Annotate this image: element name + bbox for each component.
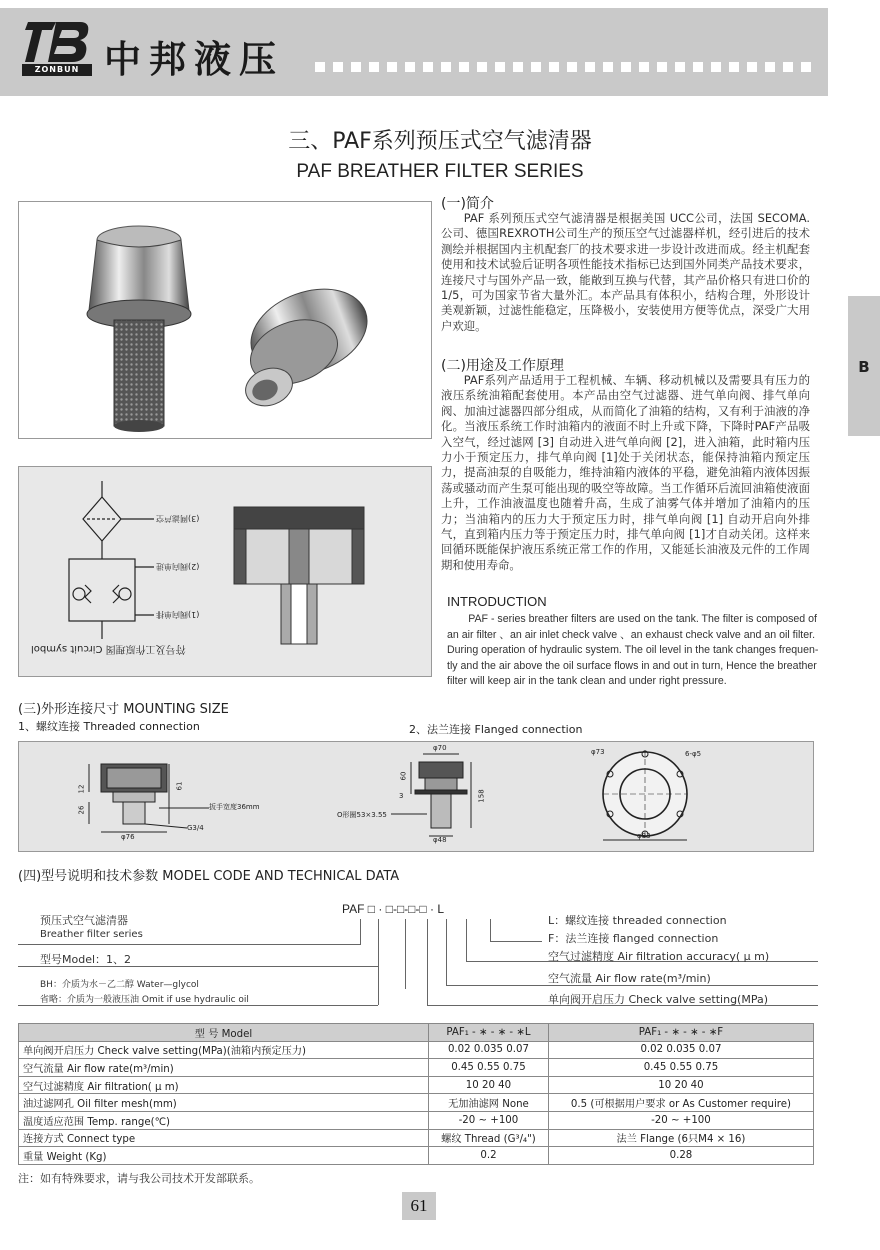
page-title-cn: 三、PAF系列预压式空气滤清器	[288, 129, 592, 154]
table-cell: -20 ~ +100	[429, 1111, 549, 1129]
mc-line	[18, 944, 360, 945]
table-cell-label: 油过滤网孔 Oil filter mesh(mm)	[19, 1094, 429, 1112]
table-row	[19, 1059, 814, 1077]
table-cell: 螺纹 Thread (G³/₄")	[429, 1129, 549, 1147]
introduction-line: filter will keep air in the tank clean and under right pressure.	[447, 675, 727, 688]
model-code-string: PAF □ · □-□-□-□ · L	[342, 902, 445, 916]
mounting-heading: (三)外形连接尺寸 MOUNTING SIZE	[18, 702, 229, 717]
table-header-row	[19, 1024, 814, 1042]
mc-label-flow: 空气流量 Air flow rate(m³/min)	[548, 972, 711, 985]
dim-6phi5: 6-φ5	[685, 750, 702, 758]
page-number: 61	[402, 1192, 436, 1220]
dim-g34: G3/4	[187, 824, 204, 832]
mc-label-threaded: L：螺纹连接 threaded connection	[548, 914, 727, 927]
table-cell: 0.02 0.035 0.07	[429, 1041, 549, 1059]
footnote: 注：如有特殊要求，请与我公司技术开发部联系。	[18, 1172, 260, 1185]
mc-vline	[446, 919, 447, 985]
table-cell: 0.45 0.55 0.75	[548, 1059, 813, 1077]
dim-3: 3	[399, 792, 404, 800]
table-cell-label: 单向阀开启压力 Check valve setting(MPa)(油箱内预定压力)	[19, 1041, 429, 1059]
table-row	[19, 1111, 814, 1129]
dim-phi83: φ83	[637, 832, 651, 840]
filter-photo-illustration	[19, 202, 431, 438]
table-cell: 10 20 40	[429, 1076, 549, 1094]
table-row	[19, 1076, 814, 1094]
diagram-label-3: (3)网滤芦空	[156, 514, 200, 523]
mc-line	[18, 1005, 378, 1006]
table-cell: 0.2	[429, 1147, 549, 1165]
brand-name: 中邦液压	[104, 38, 284, 81]
circuit-diagram	[18, 466, 432, 677]
usage-body-cn: PAF系列产品适用于工程机械、车辆、移动机械以及需要具有压力的液压系统油箱配套使用。本产品由空气过滤器、进气单向阀、排气单向阀、加油过滤器四部分组成，从而简化了油箱的结构，又有利于油液的净化。当液压系统工作时油箱内的液面不时上升或下降，下降时PAF产品吸入空气，经过滤网 [3] 自动进入进气单向阀 [2]，进入油箱，此时箱内压力小于预定压力，排气单向阀 [1]处于关闭状态，能保持油箱内预定压力，提高油泵的自吸能力，维持油箱内液体的平稳，避免油箱内液体因振荡或骚动而产生泵可能出现的吸空等故障。当工作循环后流回油箱使液面上升，工作油液温度也随着升高，生成了油雾气体并增加了油箱内的压力；当油箱内的压力大于预定压力时，排气单向阀 [1] 自动开启向外排气，直到箱内压力等于预定压力时，排气单向阀 [1]才自动关闭。这样来回循环既能保护液压系统正常工作的作用，又能延长油液及元件的工作周期和使用寿命。	[441, 373, 810, 572]
dim-phi48: φ48	[433, 836, 447, 844]
table-row	[19, 1147, 814, 1165]
dim-61: 61	[175, 781, 184, 791]
diagram-caption: 符号及工作原理图 Circuit symbol	[31, 643, 186, 654]
table-cell: 法兰 Flange (6只M4 × 16)	[548, 1129, 813, 1147]
introduction-line: tly and the air above the oil surface flows in and out in turn, Hence the breather	[447, 659, 817, 672]
dim-phi70: φ70	[433, 744, 447, 752]
mc-label-check-valve: 单向阀开启压力 Check valve setting(MPa)	[548, 993, 768, 1006]
mc-label-bh: BH：介质为水－乙二醇 Water—glycol	[40, 980, 199, 990]
mc-label-model: 型号Model：1、2	[40, 953, 132, 966]
dim-60: 60	[399, 771, 408, 781]
table-cell: 0.5 (可根据用户要求 or As Customer require)	[548, 1094, 813, 1112]
logo-wordmark: ZONBUN	[22, 64, 92, 76]
table-cell: 无加油滤网 None	[429, 1094, 549, 1112]
mc-line	[18, 966, 378, 967]
table-header-paf-l: PAF₁ - ∗ - ∗ - ∗L	[429, 1024, 549, 1042]
table-cell-label: 空气流量 Air flow rate(m³/min)	[19, 1059, 429, 1077]
dim-wrench: 扳手宽度36mm	[209, 803, 260, 811]
mc-label-filtration: 空气过滤精度 Air filtration accuracy( μ m)	[548, 950, 770, 963]
header-decor-dots	[315, 62, 811, 74]
mc-label-breather-en: Breather filter series	[40, 929, 143, 940]
flanged-connection-label: 2、法兰连接 Flanged connection	[409, 723, 583, 736]
table-cell: 0.28	[548, 1147, 813, 1165]
page-title-en: PAF BREATHER FILTER SERIES	[296, 161, 584, 182]
product-photo	[18, 201, 432, 439]
dim-oring: O形圈53×3.55	[337, 811, 387, 819]
table-row	[19, 1094, 814, 1112]
introduction-line: PAF - series breather filters are used on the tank. The filter is composed of	[468, 613, 817, 625]
table-cell: 0.45 0.55 0.75	[429, 1059, 549, 1077]
introduction-body	[447, 612, 819, 690]
table-cell: 0.02 0.035 0.07	[548, 1041, 813, 1059]
mc-vline	[466, 919, 467, 961]
introduction-line: an air filter 、an air inlet check valve 、an exhaust check valve and an oil filter.	[447, 628, 816, 641]
dim-12: 12	[77, 784, 86, 794]
table-cell: 10 20 40	[548, 1076, 813, 1094]
mc-vline	[360, 919, 361, 945]
diagram-label-2: (2)阀向单进	[156, 562, 200, 571]
table-row	[19, 1041, 814, 1059]
model-code-heading: (四)型号说明和技术参数 MODEL CODE AND TECHNICAL DATA	[18, 869, 400, 884]
dim-158: 158	[477, 789, 486, 803]
table-cell-label: 重量 Weight (Kg)	[19, 1147, 429, 1165]
table-header-model: 型 号 Model	[19, 1024, 429, 1042]
intro-heading-cn: (一)简介	[441, 196, 494, 212]
mc-line	[490, 941, 542, 942]
introduction-heading: INTRODUCTION	[447, 594, 547, 609]
intro-body-cn: PAF 系列预压式空气滤清器是根据美国 UCC公司，法国 SECOMA.公司、德国REXROTH公司生产的预压空气过滤器样机，经引进后的技术测绘并根据国内主机配套厂的技术要求进一步设计改进而成。经主机配套使用和技术试验后证明各项性能技术指标已达到国外同类产品技术要求，连接尺寸与国外产品一致，能敞到互换与代替，其产品价格只有进口价的1/5，可为国家节省大量外汇。本产品具有体积小，结构合理，外形设计美观新颖，过滤性能稳定，压降极小，安装使用方便等优点，深受广大用户欢迎。	[441, 211, 810, 333]
table-cell: -20 ~ +100	[548, 1111, 813, 1129]
side-tab-label: B	[858, 358, 870, 376]
mc-vline	[427, 919, 428, 1005]
usage-heading-cn: (二)用途及工作原理	[441, 358, 564, 374]
diagram-label-1: (1)阀向单排	[156, 610, 200, 619]
dim-26: 26	[77, 805, 86, 815]
mc-vline	[490, 919, 491, 941]
mc-label-breather-cn: 预压式空气滤清器	[40, 914, 128, 927]
spec-table	[18, 1023, 814, 1165]
mc-vline	[405, 919, 406, 989]
mounting-drawings-svg	[19, 742, 813, 851]
table-cell-label: 空气过滤精度 Air filtration( μ m)	[19, 1076, 429, 1094]
mc-label-flanged: F：法兰连接 flanged connection	[548, 932, 719, 945]
mc-vline	[378, 919, 379, 1005]
mc-label-omit: 省略：介质为一般液压油 Omit if use hydraulic oil	[40, 995, 249, 1005]
table-header-paf-f: PAF₁ - ∗ - ∗ - ∗F	[548, 1024, 813, 1042]
dim-phi76: φ76	[121, 833, 135, 841]
mounting-drawings	[18, 741, 814, 852]
table-cell-label: 连接方式 Connect type	[19, 1129, 429, 1147]
dim-phi73: φ73	[591, 748, 605, 756]
table-cell-label: 温度适应范围 Temp. range(℃)	[19, 1111, 429, 1129]
threaded-connection-label: 1、螺纹连接 Threaded connection	[18, 720, 200, 733]
introduction-line: During operation of hydraulic system. The oil level in the tank changes frequen-	[447, 644, 819, 657]
table-row	[19, 1129, 814, 1147]
